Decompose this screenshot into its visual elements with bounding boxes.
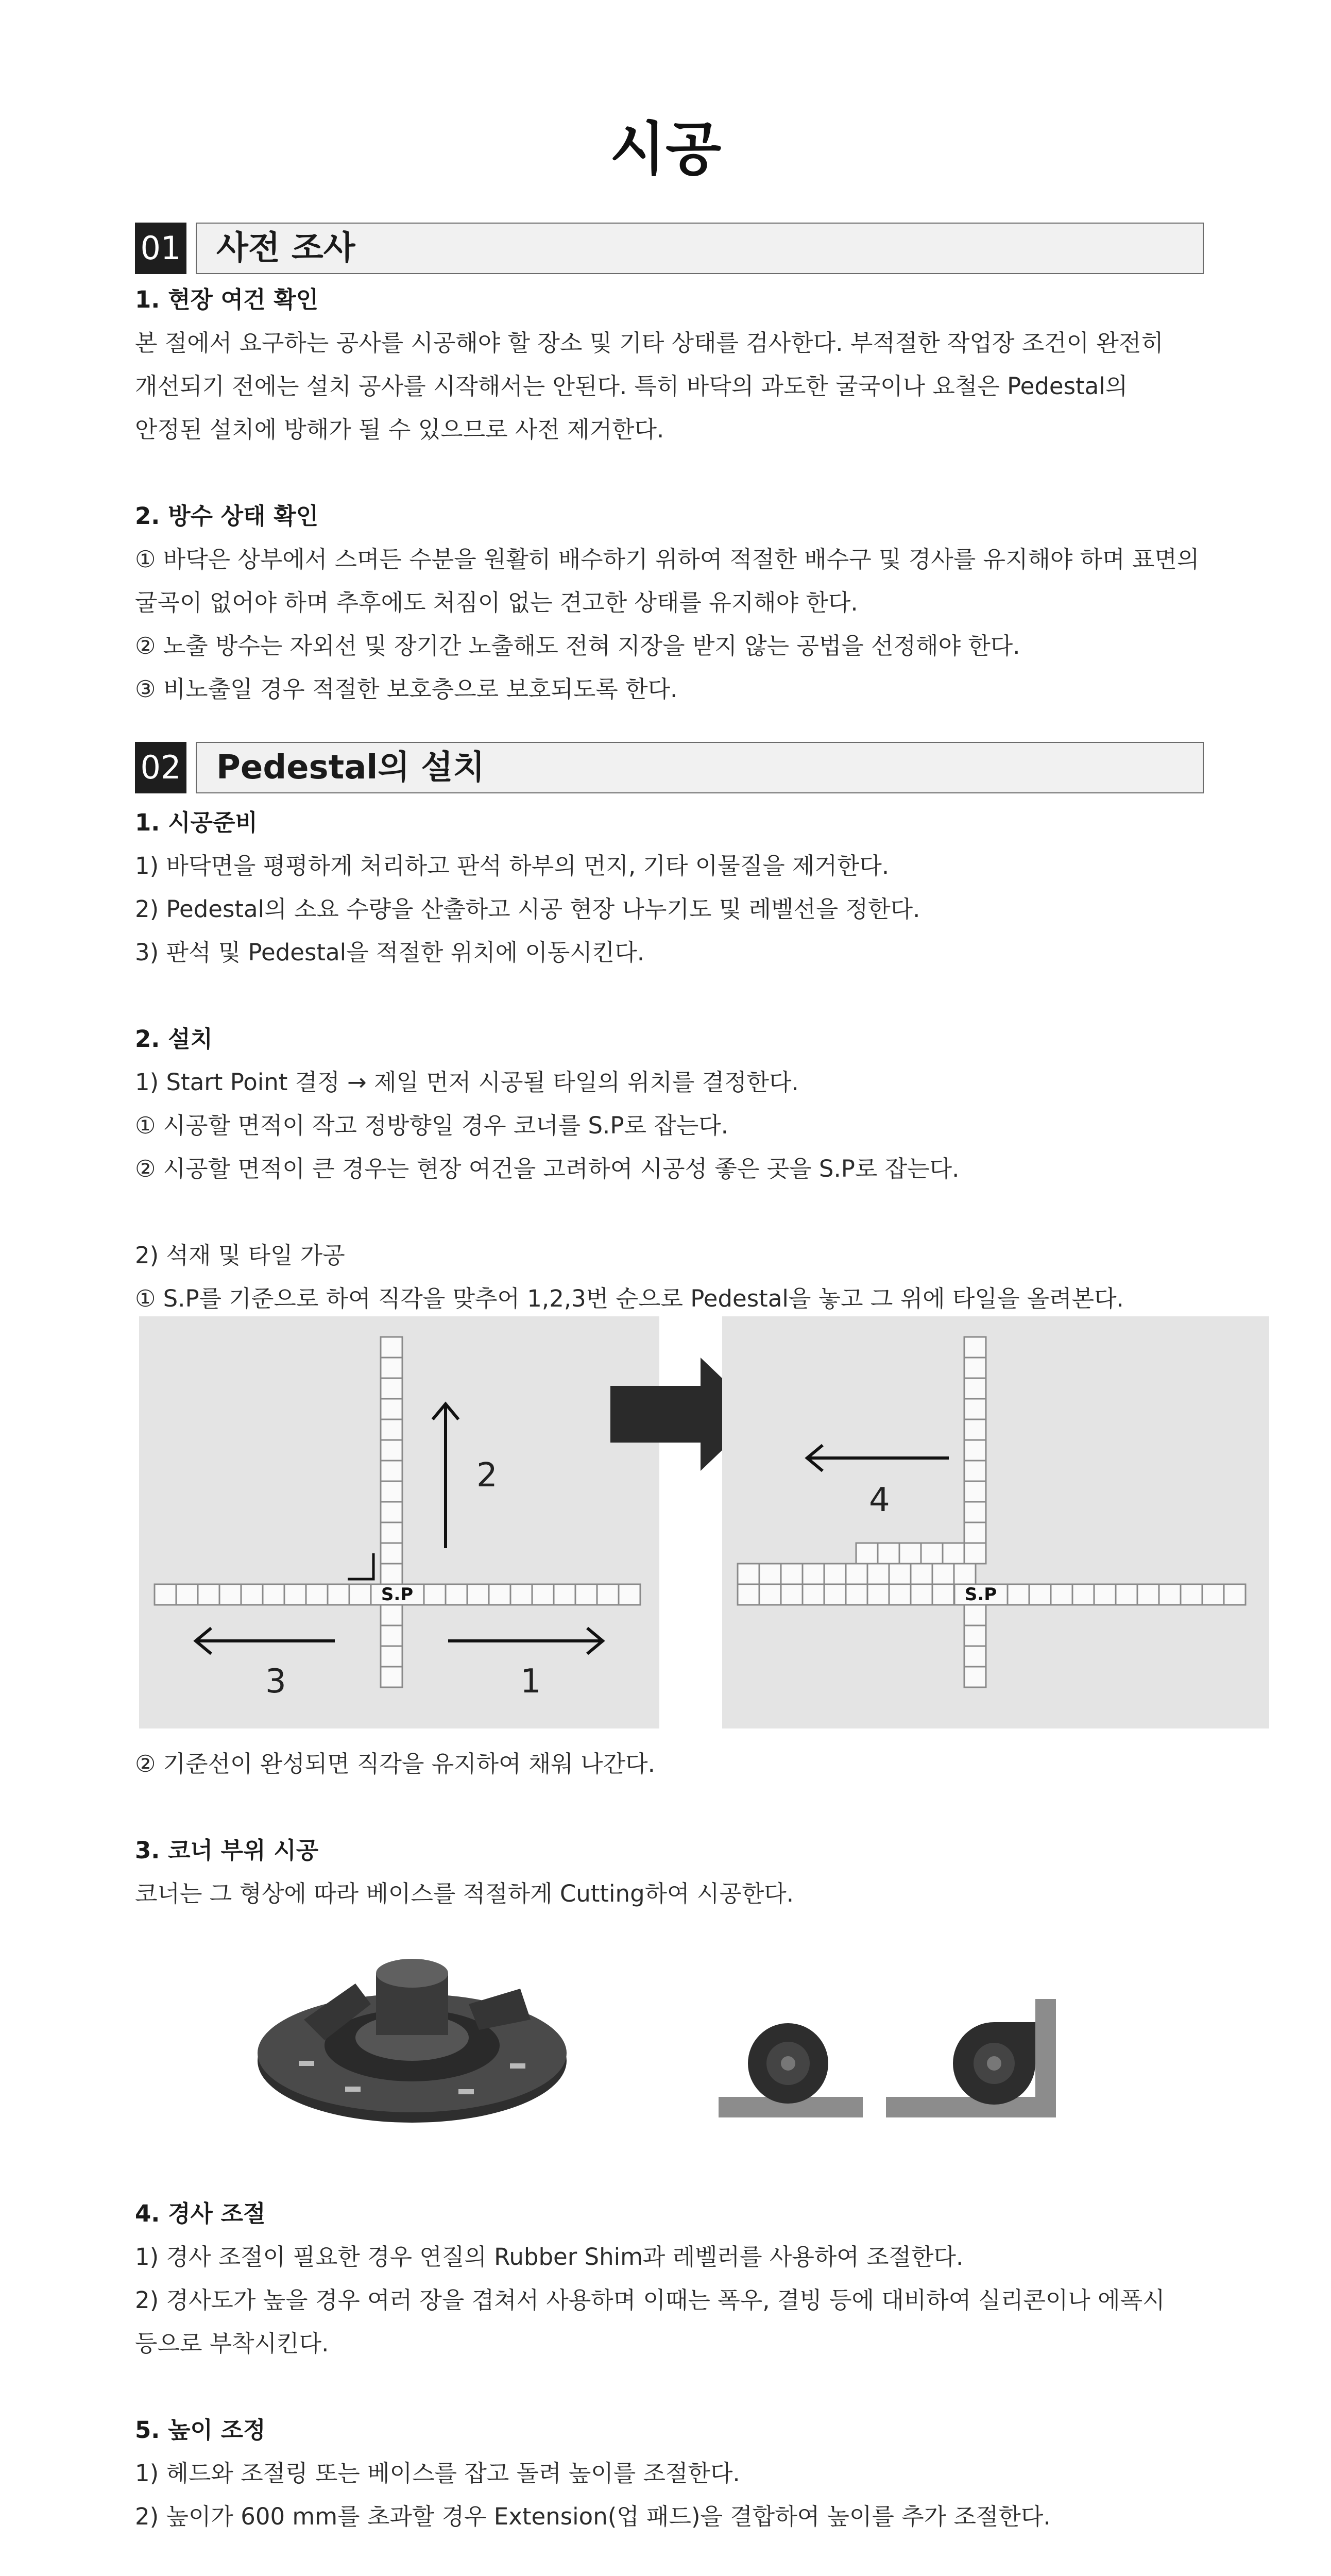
paragraph-line: 1) 헤드와 조절링 또는 베이스를 잡고 돌려 높이를 조절한다. [135,2460,740,2487]
corner-cutting-illustration [242,1942,1066,2159]
paragraph-line: 안정된 설치에 방해가 될 수 있으므로 사전 제거한다. [135,416,664,443]
corner-mark [348,1553,373,1579]
section-title: 사전 조사 [216,229,355,267]
paragraph-line: ① 바닥은 상부에서 스며든 수분을 원활히 배수하기 위하여 적절한 배수구 및 경사를 유지해야 하며 표면의 [135,546,1200,573]
paragraph-line: 3) 판석 및 Pedestal을 적절한 위치에 이동시킨다. [135,939,645,966]
subheading: 2. 설치 [135,1025,213,1053]
section-header-01 [135,223,1204,274]
paragraph-line: 코너는 그 형상에 따라 베이스를 적절하게 Cutting하여 시공한다. [135,1880,794,1907]
paragraph-line: 등으로 부착시킨다. [135,2330,329,2357]
section-title: Pedestal의 설치 [216,749,485,787]
subheading: 2. 방수 상태 확인 [135,502,319,530]
paragraph-line: ③ 비노출일 경우 적절한 보호층으로 보호되도록 한다. [135,675,678,703]
arrow-label-3: 3 [265,1663,286,1701]
layout-grid-left [139,1316,659,1728]
subheading: 5. 높이 조정 [135,2416,266,2444]
section-title-bar [196,742,1204,793]
direction-arrow-4 [807,1445,949,1471]
paragraph-line: ② 기준선이 완성되면 직각을 유지하여 채워 나간다. [135,1750,655,1777]
section-number: 01 [135,223,186,274]
paragraph-line: 1) 바닥면을 평평하게 처리하고 판석 하부의 먼지, 기타 이물질을 제거한다. [135,852,890,879]
section-number: 02 [135,742,186,793]
pedestal-heights-illustration [227,2555,1185,2576]
paragraph-line: 개선되기 전에는 설치 공사를 시작해서는 안된다. 특히 바닥의 과도한 굴국이나 요철은 Pedestal의 [135,372,1128,400]
paragraph-line: 본 절에서 요구하는 공사를 시공해야 할 장소 및 기타 상태를 검사한다. 부적절한 작업장 조건이 완전히 [135,329,1164,357]
pedestal-edge-cut-image [719,2023,863,2117]
section-header-02 [135,742,1204,793]
section-02-body-b [135,1742,1204,1916]
section-02-body-c [135,2192,1204,2538]
paragraph-line: 2) 석재 및 타일 가공 [135,1242,345,1269]
paragraph-line: 1) Start Point 결정 → 제일 먼저 시공될 타일의 위치를 결정한다. [135,1069,799,1096]
arrow-label-1: 1 [520,1663,541,1701]
paragraph-line: 1) 경사 조절이 필요한 경우 연질의 Rubber Shim과 레벨러를 사용하여 조절한다. [135,2243,964,2270]
subheading: 1. 시공준비 [135,809,258,836]
pedestal-base-image [258,1959,567,2123]
paragraph-line: ① S.P를 기준으로 하여 직각을 맞추어 1,2,3번 순으로 Pedestal을 놓고 그 위에 타일을 올려본다. [135,1285,1124,1312]
paragraph-line: ① 시공할 면적이 작고 정방향일 경우 코너를 S.P로 잡는다. [135,1112,728,1139]
paragraph-line: 2) Pedestal의 소요 수량을 산출하고 시공 현장 나누기도 및 레벨선을 정한다. [135,895,920,923]
pedestal-corner-cut-image [886,1999,1056,2117]
layout-grid-right [722,1316,1269,1728]
paragraph-line: 굴곡이 없어야 하며 추후에도 처짐이 없는 견고한 상태를 유지해야 한다. [135,589,858,616]
layout-panel-right [722,1316,1269,1728]
arrow-label-2: 2 [476,1456,498,1495]
paragraph-line: 2) 높이가 600 mm를 초과할 경우 Extension(업 패드)을 결합하여 높이를 추가 조절한다. [135,2503,1051,2530]
section-01-body [135,278,1204,711]
subheading: 3. 코너 부위 시공 [135,1837,319,1864]
start-point-label: S.P [964,1584,997,1605]
paragraph-line: 2) 경사도가 높을 경우 여러 장을 겹쳐서 사용하며 이때는 폭우, 결빙 등에 대비하여 실리콘이나 에폭시 [135,2286,1165,2314]
paragraph-line: ② 시공할 면적이 큰 경우는 현장 여건을 고려하여 시공성 좋은 곳을 S.P로 잡는다. [135,1155,960,1182]
section-02-body-a [135,801,1204,1320]
section-title-bar [196,223,1204,274]
page-title: 시공 [609,116,722,183]
subheading: 1. 현장 여건 확인 [135,286,319,313]
start-point-label: S.P [381,1584,414,1605]
arrow-label-4: 4 [869,1481,890,1519]
paragraph-line: ② 노출 방수는 자외선 및 장기간 노출해도 전혀 지장을 받지 않는 공법을 선정해야 한다. [135,632,1020,659]
subheading: 4. 경사 조절 [135,2200,266,2227]
layout-panel-left [139,1316,659,1728]
